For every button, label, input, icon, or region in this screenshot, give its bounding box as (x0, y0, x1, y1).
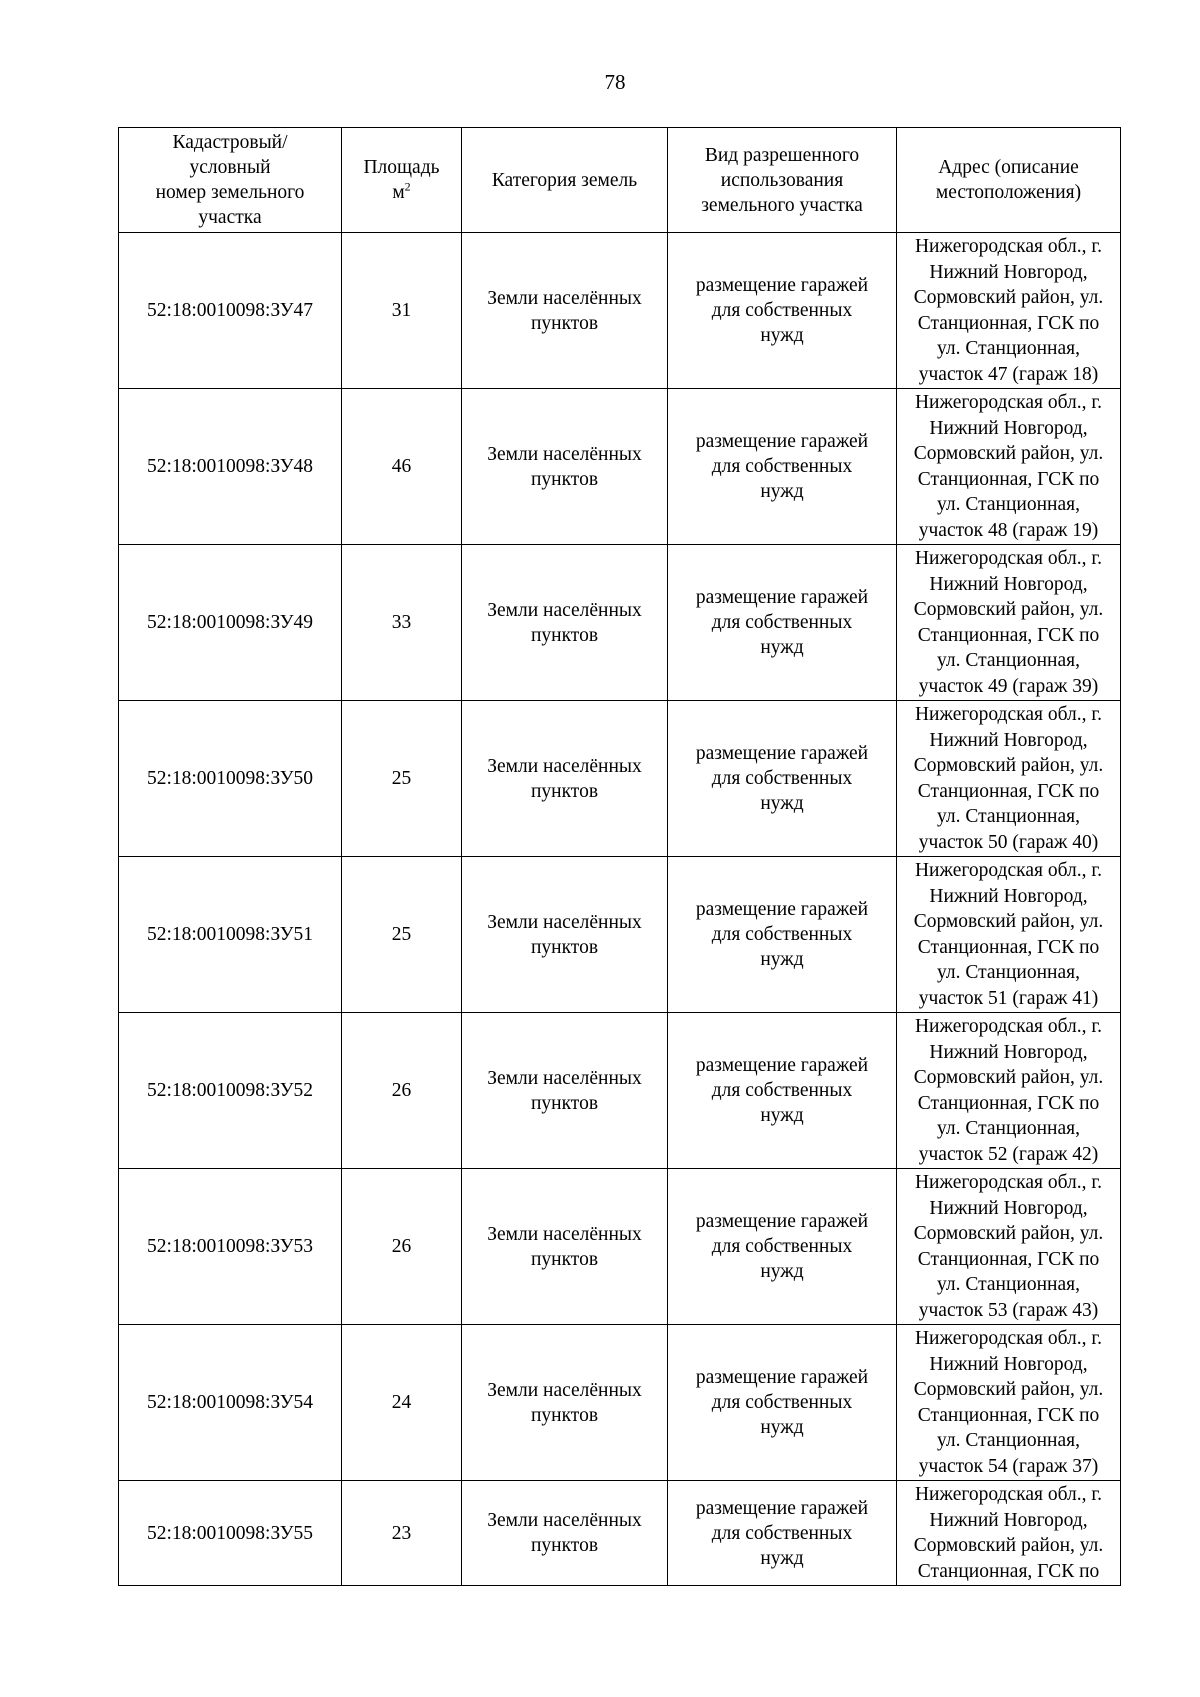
table-row (119, 1481, 1121, 1586)
table-row (119, 857, 1121, 1013)
cell-area: 25 (342, 857, 462, 1013)
cell-cadastral-number: 52:18:0010098:ЗУ47 (119, 233, 342, 389)
cell-land-category: Земли населённых пунктов (462, 1481, 668, 1586)
header-address: Адрес (описание местоположения) (897, 128, 1121, 233)
cell-cadastral-number: 52:18:0010098:ЗУ54 (119, 1325, 342, 1481)
cell-cadastral-number: 52:18:0010098:ЗУ55 (119, 1481, 342, 1586)
header-area (342, 128, 462, 233)
cell-address: Нижегородская обл., г. Нижний Новгород, Сормовский район, ул. Станционная, ГСК по ул. Станционная, участок 47 (гараж 18) (897, 233, 1121, 389)
header-area-label: Площадь (363, 157, 440, 178)
cell-land-category: Земли населённых пунктов (462, 233, 668, 389)
header-area-unit: м (392, 182, 405, 203)
cell-cadastral-number: 52:18:0010098:ЗУ50 (119, 701, 342, 857)
cell-permitted-use: размещение гаражей для собственных нужд (668, 857, 897, 1013)
cell-cadastral-number: 52:18:0010098:ЗУ52 (119, 1013, 342, 1169)
cell-area: 46 (342, 389, 462, 545)
cell-address: Нижегородская обл., г. Нижний Новгород, Сормовский район, ул. Станционная, ГСК по (897, 1481, 1121, 1586)
land-plots-table (118, 127, 1121, 1586)
table-row (119, 1325, 1121, 1481)
cell-permitted-use: размещение гаражей для собственных нужд (668, 1325, 897, 1481)
table-row (119, 389, 1121, 545)
cell-permitted-use: размещение гаражей для собственных нужд (668, 701, 897, 857)
header-land-category: Категория земель (462, 128, 668, 233)
cell-area: 23 (342, 1481, 462, 1586)
cell-permitted-use: размещение гаражей для собственных нужд (668, 1481, 897, 1586)
cell-address: Нижегородская обл., г. Нижний Новгород, Сормовский район, ул. Станционная, ГСК по ул. Станционная, участок 53 (гараж 43) (897, 1169, 1121, 1325)
table-header-row (119, 128, 1121, 233)
table-row (119, 233, 1121, 389)
cell-address: Нижегородская обл., г. Нижний Новгород, Сормовский район, ул. Станционная, ГСК по ул. Станционная, участок 51 (гараж 41) (897, 857, 1121, 1013)
cell-area: 26 (342, 1013, 462, 1169)
cell-cadastral-number: 52:18:0010098:ЗУ53 (119, 1169, 342, 1325)
cell-land-category: Земли населённых пунктов (462, 1013, 668, 1169)
cell-land-category: Земли населённых пунктов (462, 701, 668, 857)
page-number: 78 (604, 70, 626, 94)
cell-land-category: Земли населённых пунктов (462, 1325, 668, 1481)
header-area-unit-exponent: 2 (404, 179, 411, 194)
cell-permitted-use: размещение гаражей для собственных нужд (668, 389, 897, 545)
cell-address: Нижегородская обл., г. Нижний Новгород, Сормовский район, ул. Станционная, ГСК по ул. Станционная, участок 48 (гараж 19) (897, 389, 1121, 545)
cell-permitted-use: размещение гаражей для собственных нужд (668, 545, 897, 701)
cell-address: Нижегородская обл., г. Нижний Новгород, Сормовский район, ул. Станционная, ГСК по ул. Станционная, участок 54 (гараж 37) (897, 1325, 1121, 1481)
cell-land-category: Земли населённых пунктов (462, 857, 668, 1013)
cell-area: 31 (342, 233, 462, 389)
table-row (119, 701, 1121, 857)
cell-cadastral-number: 52:18:0010098:ЗУ49 (119, 545, 342, 701)
cell-area: 33 (342, 545, 462, 701)
cell-address: Нижегородская обл., г. Нижний Новгород, Сормовский район, ул. Станционная, ГСК по ул. Станционная, участок 49 (гараж 39) (897, 545, 1121, 701)
cell-land-category: Земли населённых пунктов (462, 389, 668, 545)
cell-cadastral-number: 52:18:0010098:ЗУ48 (119, 389, 342, 545)
header-cadastral-number: Кадастровый/ условный номер земельного участка (119, 128, 342, 233)
cell-area: 24 (342, 1325, 462, 1481)
table-row (119, 1013, 1121, 1169)
header-permitted-use: Вид разрешенного использования земельного участка (668, 128, 897, 233)
table-row (119, 1169, 1121, 1325)
cell-permitted-use: размещение гаражей для собственных нужд (668, 1013, 897, 1169)
cell-permitted-use: размещение гаражей для собственных нужд (668, 1169, 897, 1325)
cell-area: 26 (342, 1169, 462, 1325)
cell-address: Нижегородская обл., г. Нижний Новгород, Сормовский район, ул. Станционная, ГСК по ул. Станционная, участок 52 (гараж 42) (897, 1013, 1121, 1169)
cell-permitted-use: размещение гаражей для собственных нужд (668, 233, 897, 389)
table-row (119, 545, 1121, 701)
cell-land-category: Земли населённых пунктов (462, 545, 668, 701)
cell-land-category: Земли населённых пунктов (462, 1169, 668, 1325)
cell-area: 25 (342, 701, 462, 857)
cell-cadastral-number: 52:18:0010098:ЗУ51 (119, 857, 342, 1013)
cell-address: Нижегородская обл., г. Нижний Новгород, Сормовский район, ул. Станционная, ГСК по ул. Станционная, участок 50 (гараж 40) (897, 701, 1121, 857)
